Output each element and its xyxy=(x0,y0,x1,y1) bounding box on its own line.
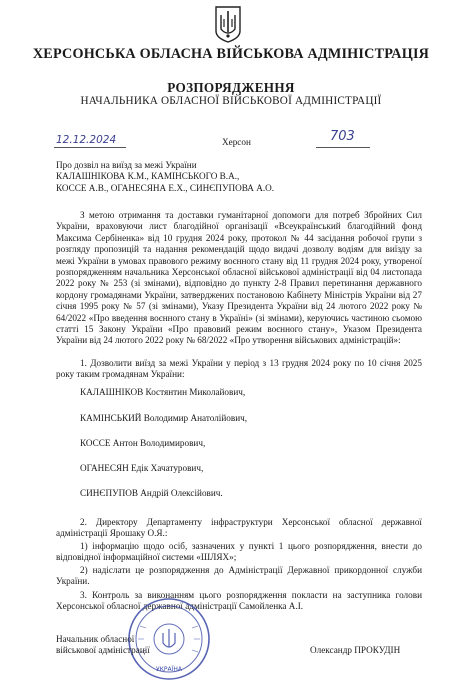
signatory-name: Олександр ПРОКУДІН xyxy=(310,645,401,655)
organization-name: ХЕРСОНСЬКА ОБЛАСНА ВІЙСЬКОВА АДМІНІСТРАЦІЯ xyxy=(32,46,430,62)
document-subject xyxy=(56,160,316,194)
signatory-position-line: Начальник обласної xyxy=(56,634,135,644)
person-name: СИНЄПУПОВ Андрій Олексійович. xyxy=(80,488,223,498)
person-name: КАЛАШНІКОВ Костянтин Миколайович, xyxy=(80,387,246,397)
subject-line: КОССЕ А.В., ОГАНЕСЯНА Е.Х., СИНЄПУПОВА А.О. xyxy=(56,182,275,193)
document-issuer: НАЧАЛЬНИКА ОБЛАСНОЇ ВІЙСЬКОВОЇ АДМІНІСТРАЦІЇ xyxy=(80,95,382,107)
item-2: 2. Директору Департаменту інфраструктури Херсонської обласної державної адміністрації Ярошаку О.Я.: xyxy=(56,517,422,539)
signatory-position xyxy=(56,634,150,657)
document-city: Херсон xyxy=(222,137,251,147)
document-type: РОЗПОРЯДЖЕННЯ xyxy=(167,80,295,95)
document-number: 703 xyxy=(330,129,355,144)
coat-of-arms-icon xyxy=(213,5,243,43)
person-name: КАМІНСЬКИЙ Володимир Анатолійович, xyxy=(80,413,248,423)
number-underline xyxy=(316,147,370,148)
item-2-subitem-1: 1) інформацію щодо осіб, зазначених у пункті 1 цього розпорядження, внести до відповідної інформаційної системи «ШЛЯХ»; xyxy=(56,541,422,563)
signatory-position-line: військової адміністрації xyxy=(56,645,150,656)
subject-line: Про дозвіл на виїзд за межі України xyxy=(56,160,197,170)
preamble-paragraph: З метою отримання та доставки гуманітарної допомоги для потреб Збройних Сил України, враховуючи лист благодійної організації «Всеукраїнський благодійний фонд Максима Сербіненка» від 10 грудня 2024 року, протокол № 44 засідання робочої групи з розгляду пропозицій та надання рекомендацій щодо видачі дозволу водіям для виїзду за межі України в умовах правового режиму воєнного стану від 11 грудня 2024 року, утвореної розпорядженням начальника Херсонської обласної військової адміністрації від 04 листопада 2022 року № 253 (зі змінами), відповідно до пункту 2-8 Правил перетинання державного кордону громадянами України, затверджених постановою Кабінету Міністрів України від 27 січня 1995 року № 57 (зі змінами), Указу Президента України від 24 лютого 2022 року № 64/2022 «Про введення воєнного стану в Україні» (зі змінами), керуючись частиною сьомою статті 15 Закону України «Про правовий режим воєнного стану», Указом Президента України від 24 лютого 2022 року № 68/2022 «Про утворення військових адміністрацій»: xyxy=(56,210,422,346)
person-name: ОГАНЕСЯН Едік Хачатурович, xyxy=(80,463,204,473)
item-1: 1. Дозволити виїзд за межі України у період з 13 грудня 2024 року по 10 січня 2025 року таким громадянам України: xyxy=(56,358,422,380)
subject-line: КАЛАШНІКОВА К.М., КАМІНСЬКОГО В.А., xyxy=(56,171,240,182)
document-date: 12.12.2024 xyxy=(56,134,117,146)
item-3: 3. Контроль за виконанням цього розпорядження покласти на заступника голови Херсонської обласної державної адміністрації Самойленка А.І. xyxy=(56,590,422,612)
seal-text: УКРАЇНА xyxy=(155,666,183,673)
date-underline xyxy=(54,147,126,148)
item-2-subitem-2: 2) надіслати це розпорядження до Адміністрації Державної прикордонної служби України. xyxy=(56,565,422,587)
person-name: КОССЕ Антон Володимирович, xyxy=(80,438,206,448)
